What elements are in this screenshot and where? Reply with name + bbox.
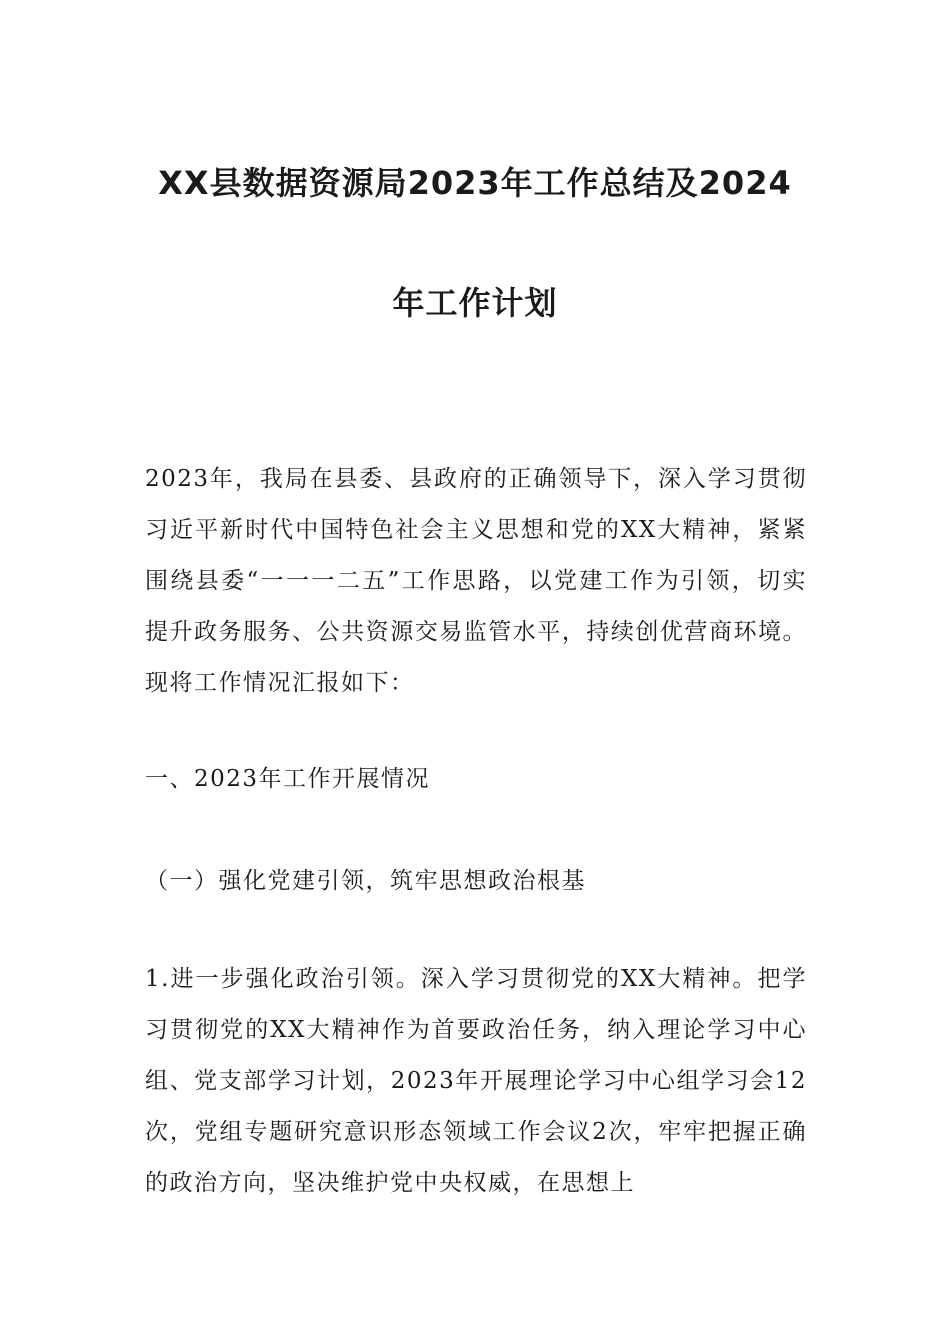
section-heading: 一、2023年工作开展情况 [145,766,431,792]
item-paragraph: 1.进一步强化政治引领。深入学习贯彻党的XX大精神。把学习贯彻党的XX大精神作为首要政治任务，纳入理论学习中心组、党支部学习计划，2023年开展理论学习中心组学习会12次，党组专题研究意识形态领域工作会议2次，牢牢把握正确的政治方向，坚决维护党中央权威，在思想上 [145,966,807,1196]
document-title-line-1: XX县数据资源局2023年工作总结及2024 [158,164,792,202]
subsection-heading: （一）强化党建引领，筑牢思想政治根基 [145,868,586,894]
document-title-line-2: 年工作计划 [392,284,558,322]
intro-paragraph: 2023年，我局在县委、县政府的正确领导下，深入学习贯彻习近平新时代中国特色社会主义思想和党的XX大精神，紧紧围绕县委“一一一二五”工作思路，以党建工作为引领，切实提升政务服务、公共资源交易监管水平，持续创优营商环境。现将工作情况汇报如下： [145,466,807,696]
